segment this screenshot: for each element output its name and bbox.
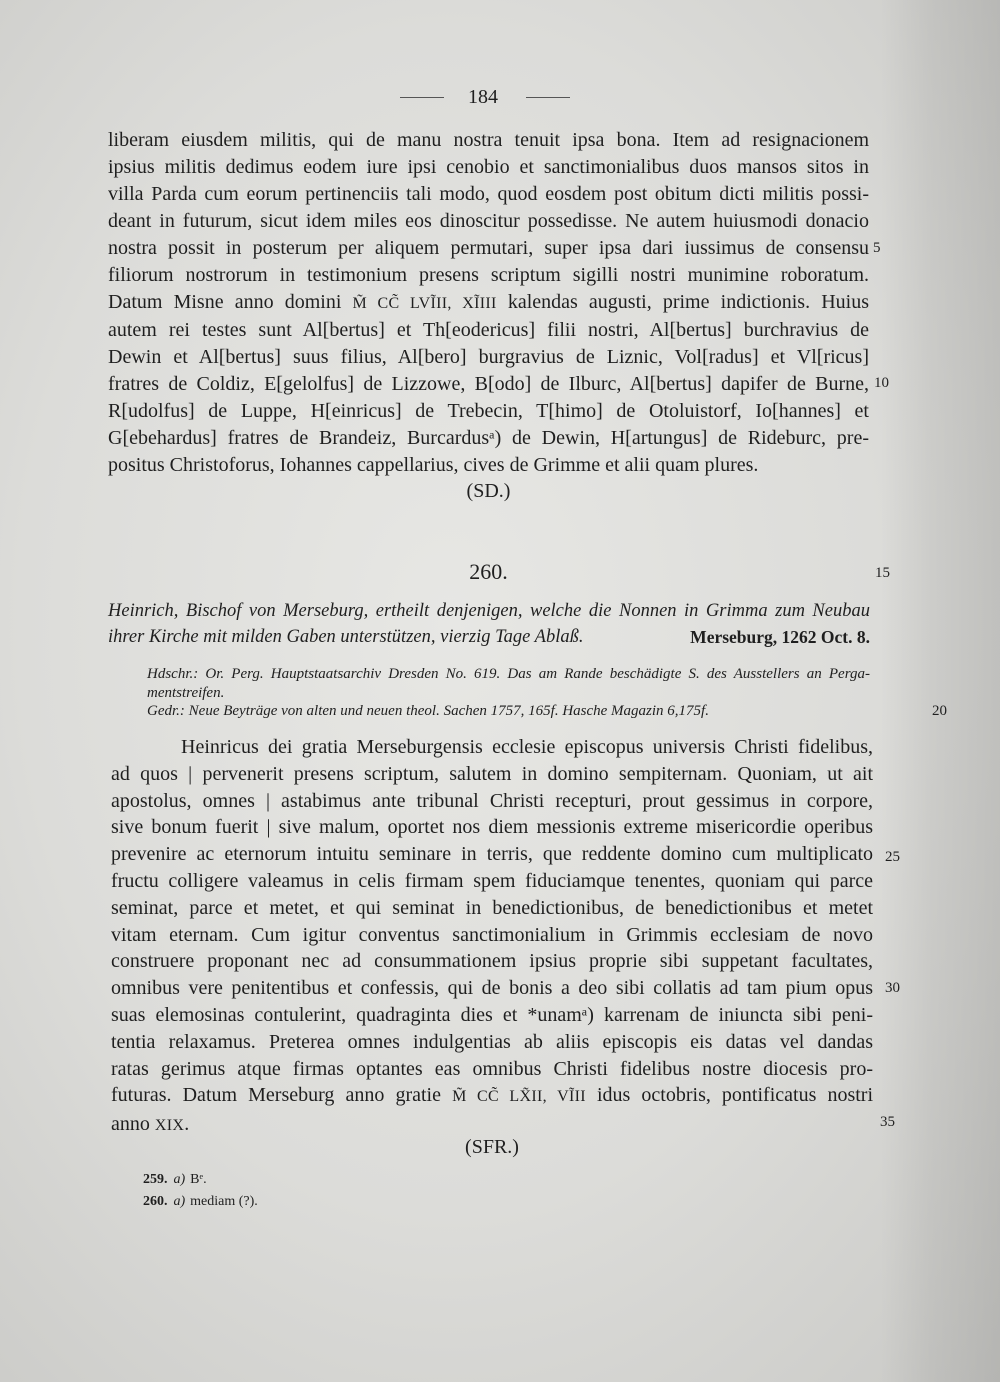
regest-line xyxy=(108,624,870,650)
regest-text: ihrer Kirche mit milden Gaben unterstützen, vierzig Tage Ablaß. xyxy=(108,627,584,647)
text-line: G[ebehardus] fratres de Brandeiz, Burcardusᵃ) de Dewin, H[artungus] de Rideburc, pre- xyxy=(108,427,869,449)
text-segment: anno xyxy=(111,1113,155,1136)
regest-line: Heinrich, Bischof von Merseburg, ertheilt denjenigen, welche die Nonnen in Grimma zum Neubau xyxy=(108,601,870,621)
header-rule-left xyxy=(400,97,444,98)
regest xyxy=(108,598,870,650)
text-line: omnibus vere penitentibus et confessis, qui de bonis a deo sibi collatis ad tam pium opus xyxy=(111,977,873,1000)
text-segment: idus octobris, pontificatus nostri xyxy=(585,1084,873,1107)
text-line: sive bonum fuerit | sive malum, oportet nos diem messionis extreme misericordie operibus xyxy=(111,816,873,839)
line-number: 35 xyxy=(880,1114,895,1130)
footnote-marker: a) xyxy=(173,1172,186,1187)
footnote-text: mediam (?). xyxy=(190,1193,258,1209)
text-segment: . xyxy=(184,1113,190,1136)
text-line: filiorum nostrorum in testimonium presens scriptum sigilli nostri munimine roboratum. xyxy=(108,264,869,286)
date-numerals: M̃ CC̃ LX̃II, VĨII xyxy=(452,1088,586,1106)
pontificate-year: XIX xyxy=(154,1117,185,1135)
line-number: 15 xyxy=(875,565,890,581)
footnote-number: 259. xyxy=(143,1172,168,1187)
text-line: ipsius militis dedimus eodem iure ipsi cenobio et sanctimonialibus duos mansos sitos in xyxy=(108,156,869,178)
text-line: liberam eiusdem militis, qui de manu nostra tenuit ipsa bona. Item ad resignacionem xyxy=(108,129,869,151)
date-numerals: M̃ CC̃ LVĨII, XĨIII xyxy=(352,295,497,312)
page-number: 184 xyxy=(468,86,498,108)
text-line: construere proponant nec ad consummationem ipsius proprie sibi suppetant facultates, xyxy=(111,950,873,973)
text-line: positus Christoforus, Iohannes cappellarius, cives de Grimme et alii quam plures. xyxy=(108,454,759,476)
place-date: Merseburg, 1262 Oct. 8. xyxy=(690,627,870,647)
text-segment: Datum Misne anno domini xyxy=(108,291,353,313)
footnote xyxy=(143,1191,543,1213)
text-line: fructu colligere valeamus in celis firmam spem fiduciamque tenentes, quoniam qui parce xyxy=(111,869,873,892)
text-line: R[udolfus] de Luppe, H[einricus] de Trebecin, T[himo] de Otoluistorf, Io[hannes] et xyxy=(108,400,869,422)
source-notes xyxy=(147,665,870,721)
header-rule-right xyxy=(526,97,570,98)
text-line: ratas gerimus atque firmas optantes eas omnibus Christi fidelibus nostre diocesis pro- xyxy=(111,1057,873,1080)
line-number: 25 xyxy=(885,849,900,865)
line-number: 20 xyxy=(932,703,947,719)
text-line: Heinricus dei gratia Merseburgensis ecclesie episcopus universis Christi fidelibus, xyxy=(181,736,873,758)
text-line: tentia relaxamus. Preterea omnes indulgentias ab aliis episcopis eis datas vel dandas xyxy=(111,1030,873,1053)
text-line: nostra possit in posterum per aliquem permutari, super ipsa dari iussimus de consensu xyxy=(108,237,869,259)
seal-note: (SD.) xyxy=(466,480,511,502)
text-line: suas elemosinas contulerint, quadraginta dies et *unamᵃ) karrenam de iniuncta sibi peni- xyxy=(111,1003,873,1026)
seal-note: (SFR.) xyxy=(465,1136,519,1158)
text-line: seminat, parce et metet, et qui seminat in benedictionibus, de benedictionibus et metet xyxy=(111,896,873,919)
document-259-text xyxy=(108,127,869,479)
text-segment: futuras. Datum Merseburg anno gratie xyxy=(111,1084,453,1107)
print-note: Gedr.: Neue Beyträge von alten und neuen theol. Sachen 1757, 165f. Hasche Magazin 6,175f. xyxy=(147,703,709,719)
footnote-marker: a) xyxy=(173,1193,186,1209)
footnote xyxy=(143,1169,543,1191)
document-number: 260. xyxy=(469,559,508,584)
text-line: apostolus, omnes | astabimus ante tribunal Christi recepturi, prout gessimus in corpore, xyxy=(111,789,873,812)
text-line: vitam eternam. Cum igitur conventus sanctimonialium in Grimmis ecclesiam de novo xyxy=(111,923,873,946)
document-260-text xyxy=(111,734,873,1140)
manuscript-note-cont: mentstreifen. xyxy=(147,684,225,701)
line-number: 5 xyxy=(873,240,881,256)
text-line: villa Parda cum eorum pertinenciis tali modo, quod eosdem post obitum dicti militis possi- xyxy=(108,183,869,205)
text-line: fratres de Coldiz, E[gelolfus] de Lizzowe, B[odo] de Ilburc, Al[bertus] dapifer de Burne, xyxy=(108,373,869,395)
manuscript-note: Hdschr.: Or. Perg. Hauptstaatsarchiv Dresden No. 619. Das am Rande beschädigte S. des Ausstellers an Perga- xyxy=(147,666,870,682)
text-segment: kalendas augusti, prime indictionis. Huius xyxy=(496,291,869,313)
text-line xyxy=(108,289,869,317)
text-line: prevenire ac eternorum intuitu seminare in terris, que reddente domino cum multiplicato xyxy=(111,843,873,866)
line-number: 30 xyxy=(885,980,900,996)
footnotes xyxy=(143,1169,543,1212)
footnote-text: Bᵉ. xyxy=(190,1172,207,1187)
text-line: Dewin et Al[bertus] suus filius, Al[bero] burgravius de Liznic, Vol[radus] et Vl[ricus] xyxy=(108,346,869,368)
footnote-number: 260. xyxy=(143,1193,168,1209)
line-number: 10 xyxy=(874,375,889,391)
text-line xyxy=(111,1082,873,1111)
text-line: autem rei testes sunt Al[bertus] et Th[eodericus] filii nostri, Al[bertus] burchravius de xyxy=(108,319,869,341)
text-line: deant in futurum, sicut idem miles eos dinoscitur possedisse. Ne autem huiusmodi donacio xyxy=(108,210,869,232)
text-line: ad quos | pervenerit presens scriptum, salutem in domino sempiternam. Quoniam, ut ait xyxy=(111,762,873,785)
